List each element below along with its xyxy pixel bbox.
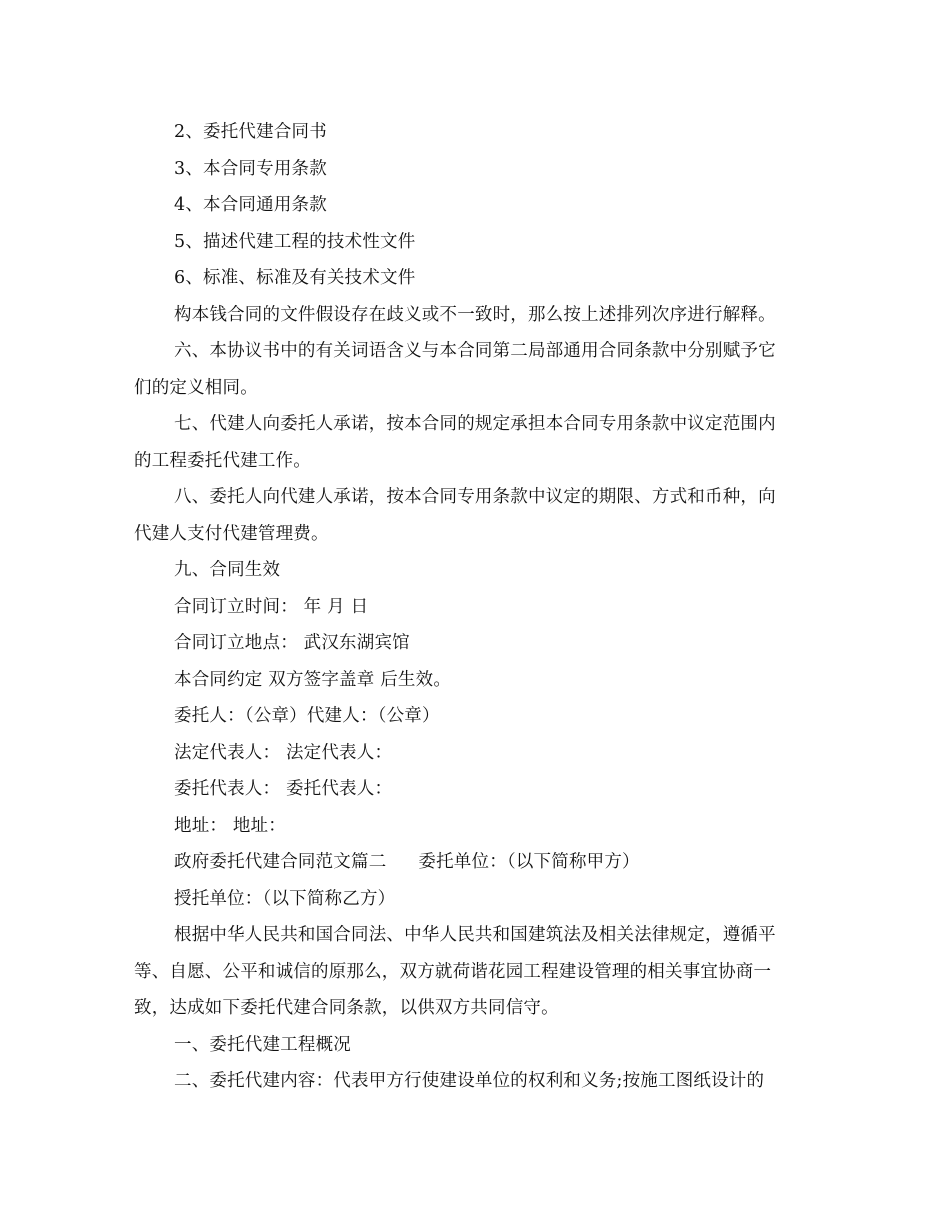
paragraph-legal-basis-line2: 等、自愿、公平和诚信的原那么，双方就荷谐花园工程建设管理的相关事宜协商一 xyxy=(134,961,772,982)
paragraph-interpretation-order: 构本钱合同的文件假设存在歧义或不一致时，那么按上述排列次序进行解释。 xyxy=(174,304,776,325)
heading-contract-effective: 九、合同生效 xyxy=(174,560,281,580)
document-body xyxy=(134,114,814,1100)
field-signing-place: 合同订立地点： 武汉东湖宾馆 xyxy=(174,633,410,653)
field-legal-representatives: 法定代表人： 法定代表人： xyxy=(174,742,393,763)
paragraph-clause-six-line1: 六、本协议书中的有关词语含义与本合同第二局部通用合同条款中分别赋予它 xyxy=(174,341,776,361)
paragraph-clause-seven-line1: 七、代建人向委托人承诺，按本合同的规定承担本合同专用条款中议定范围内 xyxy=(174,414,776,434)
paragraph-clause-eight-line1: 八、委托人向代建人承诺，按本合同专用条款中议定的期限、方式和币种，向 xyxy=(174,487,776,507)
field-commissioned-unit: 授托单位：（以下简称乙方） xyxy=(174,888,396,909)
sample-two-title: 政府委托代建合同范文篇二 xyxy=(174,852,387,872)
field-authorized-representatives: 委托代表人： 委托代表人： xyxy=(174,779,393,799)
field-parties-seal: 委托人：（公章）代建人：（公章） xyxy=(174,706,440,726)
field-commissioning-unit: 委托单位：（以下简称甲方） xyxy=(418,852,640,872)
list-item-contract-book: 2、委托代建合同书 xyxy=(174,122,327,142)
heading-project-overview: 一、委托代建工程概况 xyxy=(174,1034,351,1055)
paragraph-clause-seven-line2: 的工程委托代建工作。 xyxy=(134,450,311,471)
paragraph-legal-basis-line1: 根据中华人民共和国合同法、中华人民共和国建筑法及相关法律规定，遵循平 xyxy=(174,925,776,945)
paragraph-legal-basis-line3: 致，达成如下委托代建合同条款，以供双方共同信守。 xyxy=(134,998,559,1018)
section-title-sample-two xyxy=(134,844,814,881)
paragraph-clause-six-line2: 们的定义相同。 xyxy=(134,377,258,398)
field-addresses: 地址： 地址： xyxy=(174,815,286,836)
list-item-general-terms: 4、本合同通用条款 xyxy=(174,195,327,215)
field-signing-time: 合同订立时间： 年 月 日 xyxy=(174,596,369,617)
list-item-technical-docs: 5、描述代建工程的技术性文件 xyxy=(174,231,416,252)
paragraph-commission-content: 二、委托代建内容：代表甲方行使建设单位的权利和义务;按施工图纸设计的 xyxy=(174,1071,765,1091)
paragraph-effective-condition: 本合同约定 双方签字盖章 后生效。 xyxy=(174,669,452,690)
paragraph-clause-eight-line2: 代建人支付代建管理费。 xyxy=(134,523,329,544)
list-item-special-terms: 3、本合同专用条款 xyxy=(174,158,327,179)
list-item-standards: 6、标准、标准及有关技术文件 xyxy=(174,268,416,288)
